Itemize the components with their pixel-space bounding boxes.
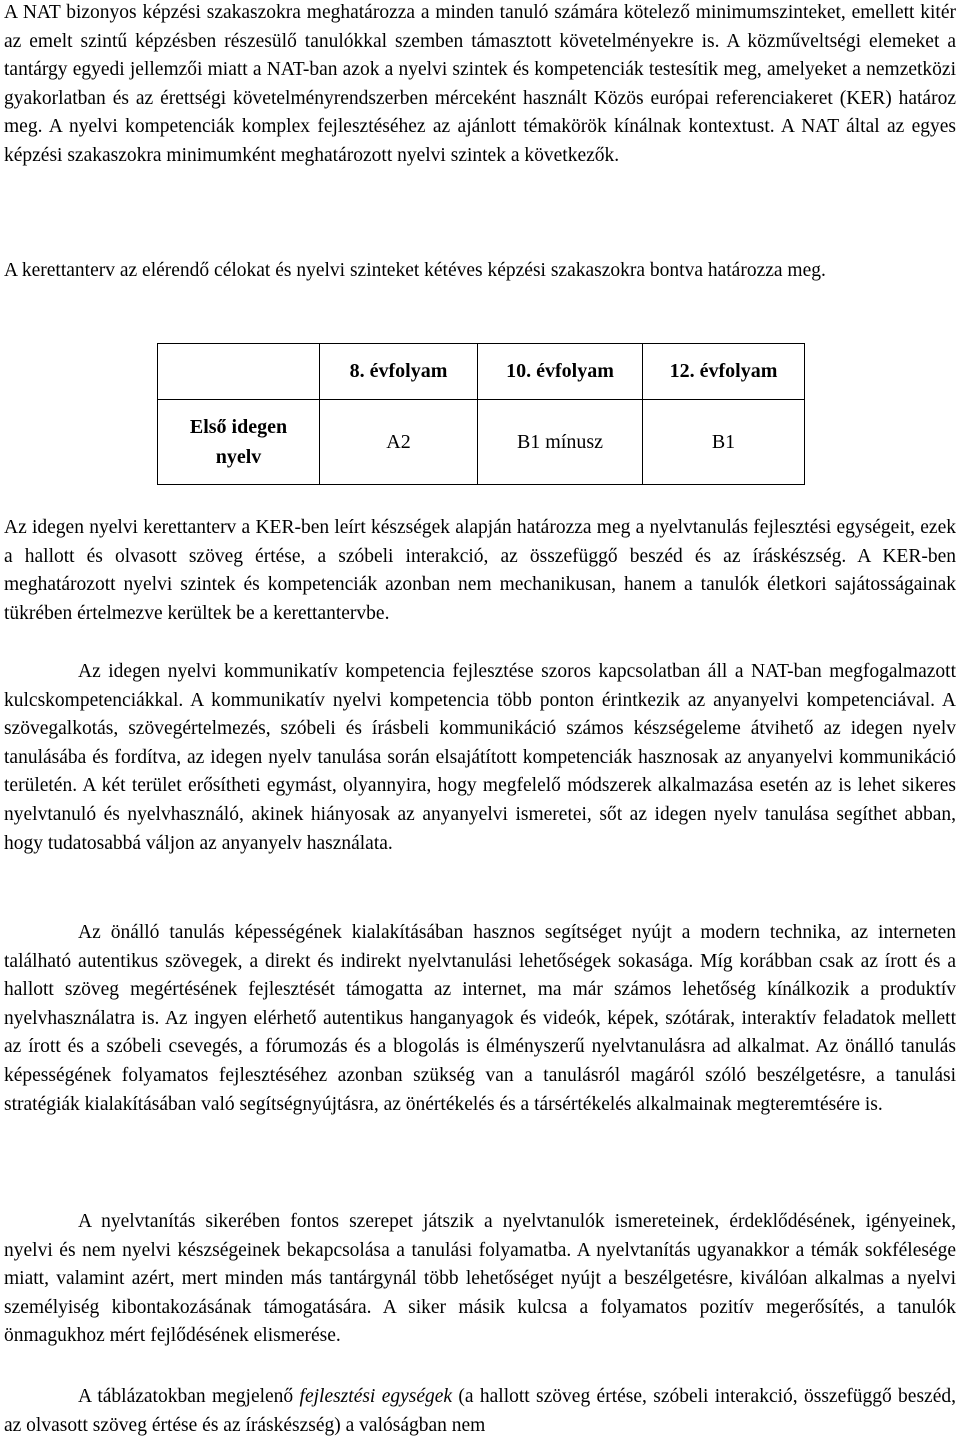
- table-cell-grade-10-level: B1 mínusz: [478, 400, 643, 485]
- row-label-line-1: Első idegen: [189, 416, 288, 438]
- language-level-table-wrapper: [157, 343, 805, 485]
- table-header-row: [158, 344, 805, 400]
- row-label-line-2: nyelv: [215, 446, 262, 468]
- table-cell-grade-8-level: A2: [320, 400, 478, 485]
- table-header-grade-10: 10. évfolyam: [478, 344, 643, 400]
- paragraph-teaching-success: A nyelvtanítás sikerében fontos szerepet játszik a nyelvtanulók ismereteinek, érdeklődésének, igényeinek, nyelvi és nem nyelvi készségeinek bekapcsolása a tanulási folyamatba. A nyelvtanítás ugyanakkor a témák sokfélesége miatt, valamint azért, mert minden más tantárgynál több lehetőséget nyújt a beszélgetésre, kiválóan alkalmas a nyelvi személyiség kibontakozásának támogatására. A siker másik kulcsa a folyamatos pozitív megerősítés, a tanulók önmagukhoz mért fejlődésének elismerése.: [4, 1211, 956, 1347]
- p7-italic-term: fejlesztési egységek: [299, 1386, 453, 1407]
- paragraph-table-units: [4, 1383, 956, 1440]
- paragraph-framework-goals: A kerettanterv az elérendő célokat és nyelvi szinteket kétéves képzési szakaszokra bontva határozza meg.: [4, 260, 826, 281]
- paragraph-development-units: Az idegen nyelvi kerettanterv a KER-ben leírt készségek alapján határozza meg a nyelvtanulás fejlesztési egységeit, ezek a hallott és olvasott szöveg értése, a szóbeli interakció, az összefüggő beszéd és az íráskészség. A KER-ben meghatározott nyelvi szintek és kompetenciák azonban nem mechanikusan, hanem a tanulók életkori sajátosságainak tükrében értelmezve kerültek be a kerettantervbe.: [4, 517, 956, 624]
- table-row-label: [158, 400, 320, 485]
- paragraph-nat-requirements: A NAT bizonyos képzési szakaszokra meghatározza a minden tanuló számára kötelező minimumszinteket, emellett kitér az emelt szintű képzésben részesülő tanulókkal szemben támasztott követelményekre is. A közműveltségi elemeket a tantárgy egyedi jellemzői miatt a NAT-ban azok a nyelvi szintek és kompetenciák testesítik meg, amelyeket a nemzetközi gyakorlatban és az érettségi követelményrendszerben mérceként használt Közös európai referenciakeret (KER) határoz meg. A nyelvi kompetenciák komplex fejlesztéséhez az ajánlott témakörök kínálnak kontextust. A NAT által az egyes képzési szakaszokra minimumként meghatározott nyelvi szintek a következők.: [4, 2, 956, 166]
- table-header-grade-8: 8. évfolyam: [320, 344, 478, 400]
- language-level-table: [157, 343, 805, 485]
- table-row: [158, 400, 805, 485]
- p7-text-start: A táblázatokban megjelenő: [78, 1386, 300, 1407]
- table-header-grade-12: 12. évfolyam: [643, 344, 805, 400]
- table-cell-grade-12-level: B1: [643, 400, 805, 485]
- p7-text-end: (a hallott szöveg értése, szóbeli interakció, összefüggő beszéd, az olvasott szöveg értése és az íráskészség) a valóságban nem: [4, 1386, 956, 1436]
- paragraph-communicative-competence: Az idegen nyelvi kommunikatív kompetencia fejlesztése szoros kapcsolatban áll a NAT-ban megfogalmazott kulcskompetenciákkal. A kommunikatív nyelvi kompetencia több ponton érintkezik az anyanyelvi kompetenciával. A szövegalkotás, szövegértelmezés, szóbeli és írásbeli kommunikáció számos készségeleme átvihető az idegen nyelv tanulásába és fordítva, az idegen nyelv tanulása során elsajátított kompetenciák hasznosak az anyanyelvi kommunikáció területén. A két terület erősítheti egymást, olyannyira, hogy megfelelő módszerek alkalmazása esetén az is lehet sikeres nyelvtanuló és nyelvhasználó, akinek hiányosak az anyanyelvi ismeretei, sőt az idegen nyelv tanulása segíthet abban, hogy tudatosabbá váljon az anyanyelv használata.: [4, 661, 956, 854]
- table-header-cell-empty: [158, 344, 320, 400]
- paragraph-independent-learning: Az önálló tanulás képességének kialakításában hasznos segítséget nyújt a modern technika, az interneten található autentikus szövegek, a direkt és indirekt nyelvtanulási lehetőségek sokasága. Míg korábban csak az írott és a hallott szöveg megértésének fejlesztését támogatta az internet, ma már számos lehetőség kínálkozik a produktív nyelvhasználatra is. Az ingyen elérhető autentikus hanganyagok és videók, képek, szótárak, interaktív feladatok mellett az írott és a szóbeli csevegés, a fórumozás és a blogolás is élményszerű nyelvtanulásra ad alkalmat. Az önálló tanulás képességének folyamatos fejlesztéséhez azonban szükség van a tanulásról magáról szóló beszélgetésre, a tanulási stratégiák kialakításában való segítségnyújtásra, az önértékelés és a társértékelés alkalmainak megteremtésére is.: [4, 922, 956, 1115]
